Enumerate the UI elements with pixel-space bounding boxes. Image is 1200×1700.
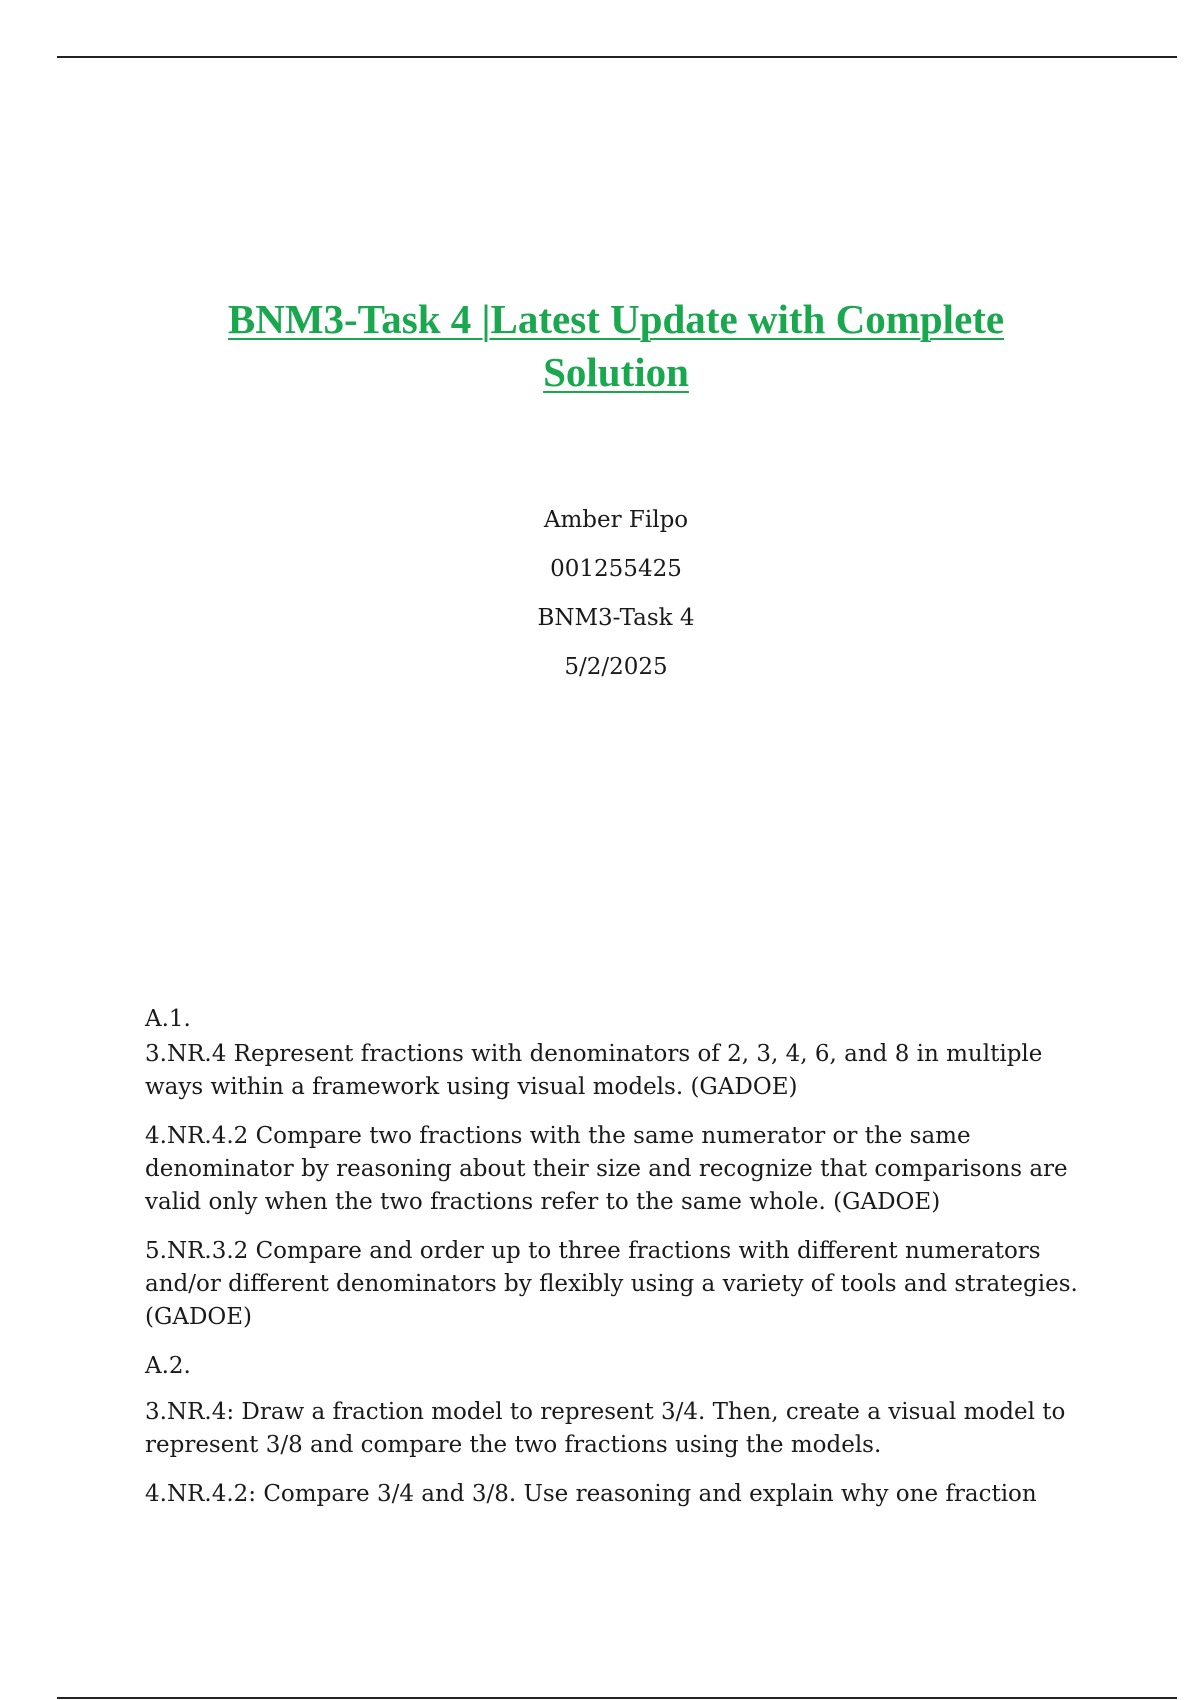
footer-rule — [57, 1697, 1177, 1699]
document-date: 5/2/2025 — [564, 654, 668, 680]
standard-item: 3.NR.4 Represent fractions with denominators of 2, 3, 4, 6, and 8 in multiple ways within a framework using visual models. (GADOE) — [145, 1041, 1043, 1100]
title-line-1: BNM3-Task 4 |Latest Update with Complete — [227, 296, 1005, 342]
document-title — [0, 293, 1200, 399]
student-id: 001255425 — [550, 556, 682, 582]
author-name: Amber Filpo — [543, 507, 689, 533]
task-item: 4.NR.4.2: Compare 3/4 and 3/8. Use reasoning and explain why one fraction — [145, 1481, 1037, 1507]
header-rule — [57, 56, 1177, 58]
task-item: 3.NR.4: Draw a fraction model to represent 3/4. Then, create a visual model to represent 3/8 and compare the two fractions using the models. — [145, 1399, 1066, 1458]
course-name: BNM3-Task 4 — [537, 605, 695, 631]
standard-item: 4.NR.4.2 Compare two fractions with the same numerator or the same denominator by reasoning about their size and recognize that comparisons are valid only when the two fractions refer to the same whole. (GADOE) — [145, 1123, 1068, 1215]
standard-item: 5.NR.3.2 Compare and order up to three fractions with different numerators and/or different denominators by flexibly using a variety of tools and strategies. (GADOE) — [145, 1238, 1078, 1330]
section-a1-label: A.1. — [145, 1006, 191, 1032]
title-line-2: Solution — [543, 349, 689, 395]
section-a2-label: A.2. — [145, 1353, 191, 1379]
document-body — [145, 1003, 1085, 1527]
author-block — [0, 502, 1200, 698]
